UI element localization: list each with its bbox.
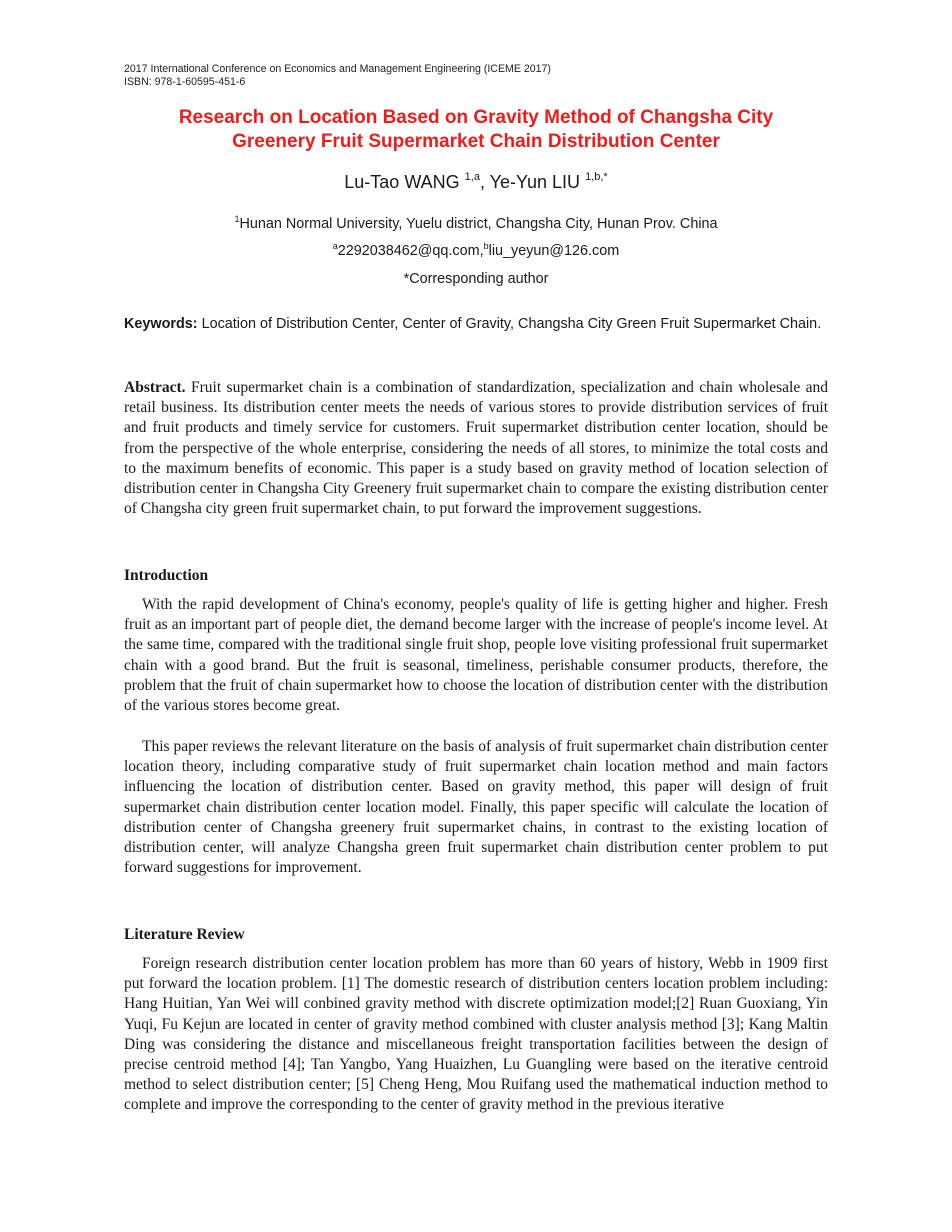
section-heading-introduction: Introduction — [124, 567, 209, 584]
email-a: 2292038462@qq.com, — [337, 243, 484, 259]
author-1-name: Lu-Tao WANG — [344, 172, 460, 192]
introduction-paragraph-2: This paper reviews the relevant literature on the basis of analysis of fruit supermarket chain distribution center location theory, including comparative study of fruit supermarket chain location method and main factors influencing the location of distribution center. Based on gravity method, this paper will design of fruit supermarket chain distribution center location model. Finally, this paper specific will calculate the location of distribution center of Changsha greenery fruit supermarket chains, in contrast to the existing location of distribution center, will analyze Changsha green fruit supermarket chain distribution center problem to put forward suggestions for improvement. — [124, 738, 828, 877]
affiliation-text: Hunan Normal University, Yuelu district, Changsha City, Hunan Prov. China — [239, 216, 718, 232]
author-2-affiliation-mark: 1,b,* — [585, 171, 608, 183]
title-line-2: Greenery Fruit Supermarket Chain Distribution Center — [232, 131, 720, 152]
literature-paragraph-1: Foreign research distribution center location problem has more than 60 years of history, Webb in 1909 first put forward the location problem. [1] The domestic research of distribution centers location problem including: Hang Huitian, Yan Wei will conbined gravity method with discrete optimization model;[2] Ruan Guoxiang, Yin Yuqi, Fu Kejun are located in center of gravity method combined with cluster analysis method [3]; Kang Maltin Ding was considering the distance and miscellaneous freight transportation facilities between the design of precise centroid method [4]; Tan Yangbo, Yang Huaizhen, Lu Guangling were based on the iterative centroid method to select distribution center; [5] Cheng Heng, Mou Ruifang used the mathematical induction method to complete and improve the corresponding to the center of gravity method in the previous iterative — [124, 955, 828, 1114]
affiliation — [124, 215, 828, 233]
email-a-mark: a — [332, 241, 338, 251]
author-1-affiliation-mark: 1,a — [464, 171, 480, 183]
author-separator: , — [479, 172, 490, 192]
author-emails — [124, 242, 828, 260]
keywords — [124, 314, 828, 334]
corresponding-author-note: *Corresponding author — [403, 271, 549, 287]
email-b-mark: b — [483, 241, 489, 251]
affiliation-mark: 1 — [234, 214, 240, 224]
author-2-name: Ye-Yun LIU — [489, 172, 581, 192]
abstract-label: Abstract. — [124, 379, 186, 396]
conference-name: 2017 International Conference on Economics and Management Engineering (ICEME 2017) — [124, 63, 551, 75]
abstract-text: Fruit supermarket chain is a combination of standardization, specialization and chain wholesale and retail business. Its distribution center meets the needs of various stores to provide distribution services of fruit and fruit products and timely service for customers. Fruit supermarket distribution center location, should be from the perspective of the whole enterprise, considering the needs of all stores, to minimize the total costs and to the maximum benefits of economic. This paper is a study based on gravity method of location selection of distribution center in Changsha City Greenery fruit supermarket chain to compare the existing distribution center of Changsha city green fruit supermarket chain, to put forward the improvement suggestions. — [124, 379, 828, 518]
title-line-1: Research on Location Based on Gravity Method of Changsha City — [178, 107, 774, 128]
email-b: liu_yeyun@126.com — [488, 243, 620, 259]
introduction-paragraph-1: With the rapid development of China's economy, people's quality of life is getting higher and higher. Fresh fruit as an important part of people diet, the demand become larger with the increase of people's income level. At the same time, compared with the traditional single fruit shop, people love visiting professional fruit supermarket chain with a good brand. But the fruit is seasonal, timeliness, perishable consumer products, therefore, the problem that the fruit of chain supermarket how to choose the location of distribution center with the distribution of the various stores become great. — [124, 596, 828, 715]
section-heading-literature-review: Literature Review — [124, 926, 245, 943]
keywords-text: Location of Distribution Center, Center of Gravity, Changsha City Green Fruit Supermarket Chain. — [197, 316, 822, 332]
isbn: ISBN: 978-1-60595-451-6 — [124, 76, 246, 88]
keywords-label: Keywords: — [124, 316, 198, 332]
author-list — [124, 170, 828, 194]
abstract — [124, 378, 828, 519]
conference-header — [124, 63, 824, 89]
paper-title — [124, 106, 828, 154]
